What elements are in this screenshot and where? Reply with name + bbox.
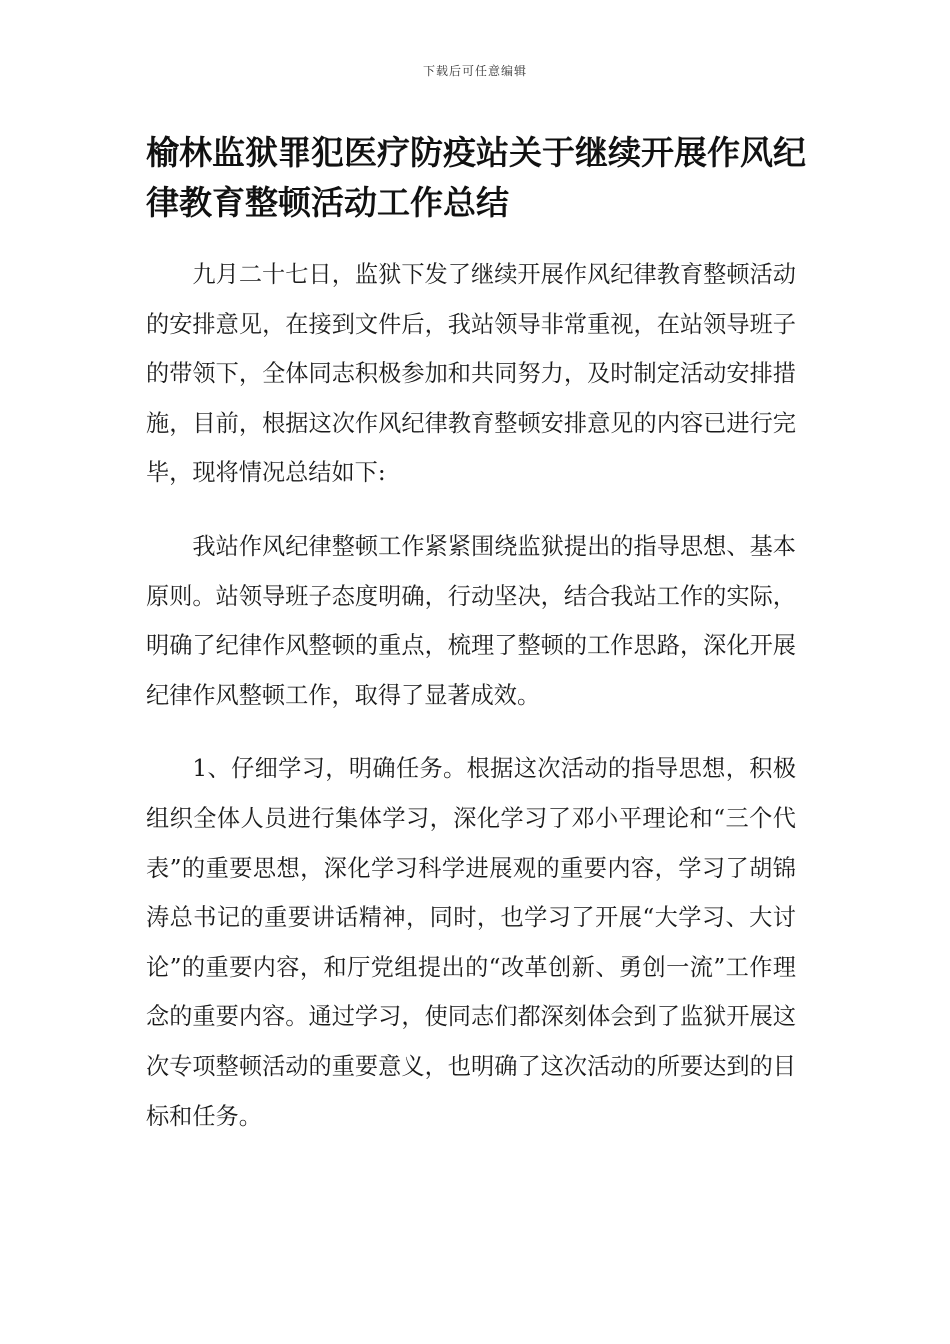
document-title: 榆林监狱罪犯医疗防疫站关于继续开展作风纪律教育整顿活动工作总结 bbox=[146, 133, 806, 222]
paragraph-intro: 九月二十七日，监狱下发了继续开展作风纪律教育整顿活动的安排意见，在接到文件后，我站领导非常重视，在站领导班子的带领下，全体同志积极参加和共同努力，及时制定活动安排措施，目前，根据这次作风纪律教育整顿安排意见的内容已进行完毕，现将情况总结如下: bbox=[146, 261, 796, 487]
document-body bbox=[146, 250, 796, 1165]
paragraph-overview: 我站作风纪律整顿工作紧紧围绕监狱提出的指导思想、基本原则。站领导班子态度明确，行动坚决，结合我站工作的实际，明确了纪律作风整顿的重点，梳理了整顿的工作思路，深化开展纪律作风整顿工作，取得了显著成效。 bbox=[146, 532, 796, 709]
paragraph-study: 1、仔细学习，明确任务。根据这次活动的指导思想，积极组织全体人员进行集体学习，深化学习了邓小平理论和“三个代表”的重要思想，深化学习科学进展观的重要内容，学习了胡锦涛总书记的重要讲话精神，同时，也学习了开展“大学习、大讨论”的重要内容，和厅党组提出的“改革创新、勇创一流”工作理念的重要内容。通过学习，使同志们都深刻体会到了监狱开展这次专项整顿活动的重要意义，也明确了这次活动的所要达到的目标和任务。 bbox=[146, 755, 796, 1130]
page-header-note: 下载后可任意编辑 bbox=[422, 64, 527, 78]
